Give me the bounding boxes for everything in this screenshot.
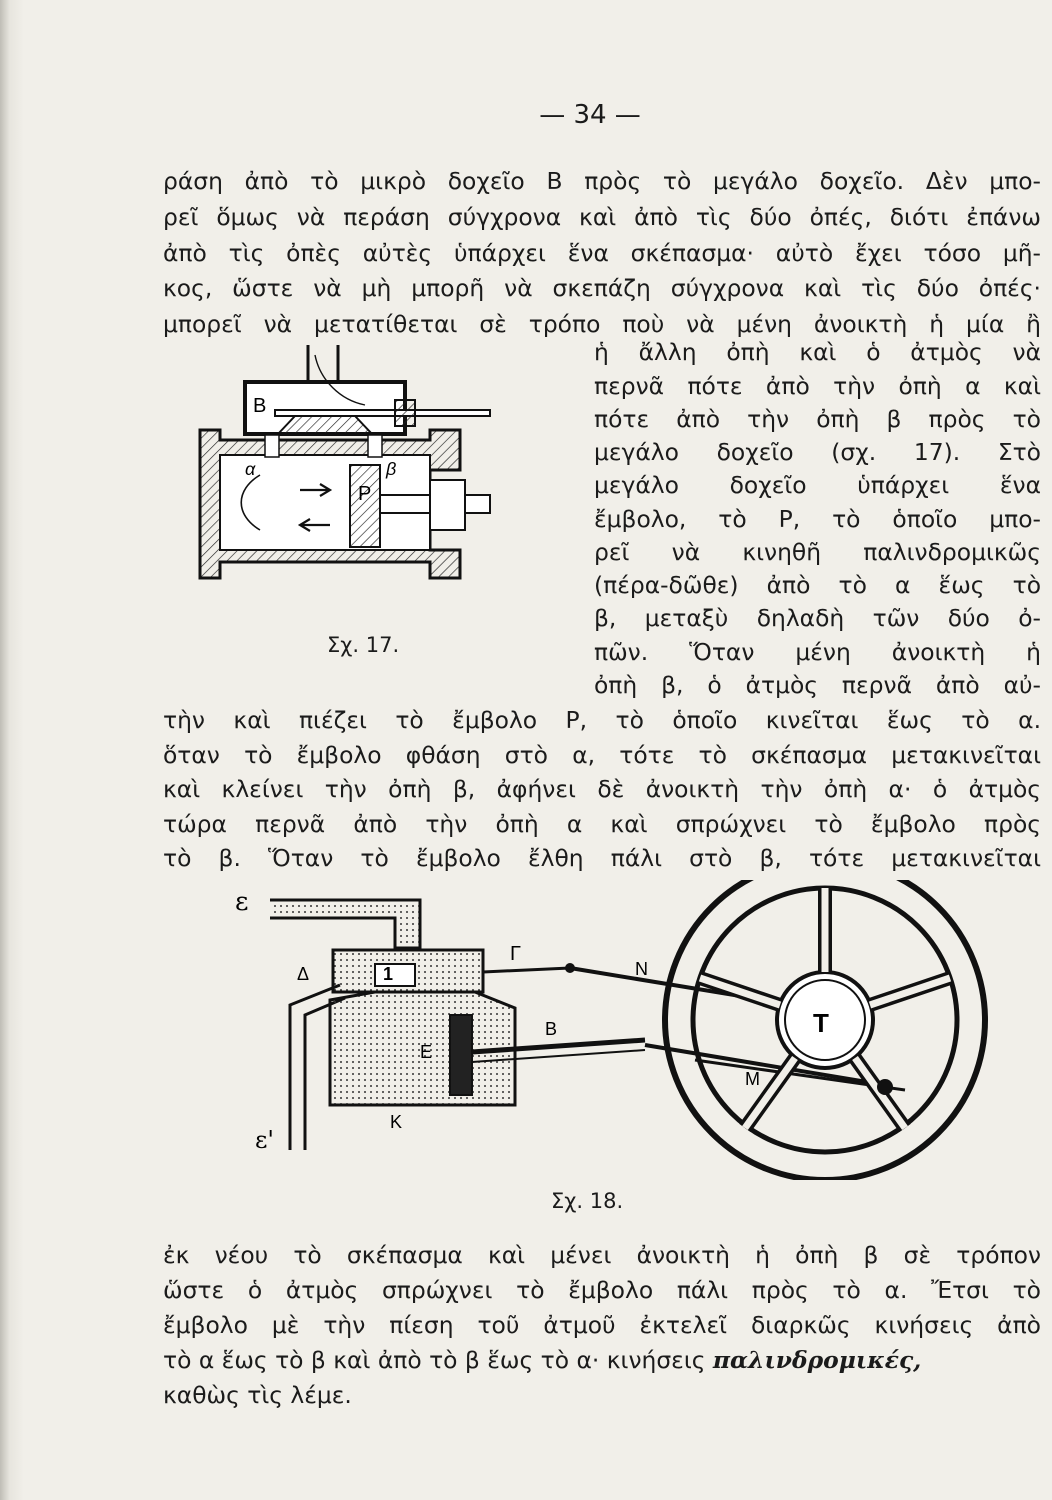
figure-18-caption: Σχ. 18. bbox=[551, 1189, 624, 1213]
text-line: τὴν καὶ πιέζει τὸ ἔμβολο Ρ, τὸ ὁποῖο κινεῖται ἕως τὸ α. bbox=[163, 706, 1041, 734]
text-line: ἐκ νέου τὸ σκέπασμα καὶ μένει ἀνοικτὴ ἡ ὀπὴ β σὲ τρόπον bbox=[163, 1241, 1041, 1269]
text-line: πῶν. Ὅταν μένη ἀνοικτὴ ἡ bbox=[594, 638, 1041, 666]
fig18-label-d: Δ bbox=[297, 964, 310, 984]
fig18-label-e: Ε bbox=[420, 1042, 433, 1062]
fig17-label-a: α bbox=[245, 459, 256, 479]
text-line: ἔμβολο μὲ τὴν πίεση τοῦ ἀτμοῦ ἐκτελεῖ διαρκῶς κινήσεις ἀπὸ bbox=[163, 1311, 1041, 1339]
text-line: ἔμβολο, τὸ Ρ, τὸ ὁποῖο μπο- bbox=[594, 505, 1041, 533]
text-line: μεγάλο δοχεῖο (σχ. 17). Στὸ bbox=[594, 438, 1041, 466]
fig18-label-g: Γ bbox=[510, 943, 522, 965]
text-line: ὀπὴ β, ὁ ἀτμὸς περνᾶ ἀπὸ αὐ- bbox=[594, 671, 1041, 699]
text-line: πότε ἀπὸ τὴν ὀπὴ β πρὸς τὸ bbox=[594, 405, 1041, 433]
fig18-label-t: Τ bbox=[813, 1008, 829, 1038]
figure-17-caption: Σχ. 17. bbox=[327, 633, 400, 657]
text-line-with-emphasis bbox=[163, 1342, 1041, 1378]
text-line: ὥστε ὁ ἀτμὸς σπρώχνει τὸ ἔμβολο πάλι πρὸς τὸ α. Ἔτσι τὸ bbox=[163, 1276, 1041, 1304]
text-line: ἡ ἄλλη ὀπὴ καὶ ὁ ἀτμὸς νὰ bbox=[594, 338, 1041, 366]
fig18-label-m: Μ bbox=[745, 1069, 760, 1089]
fig17-label-p: P bbox=[358, 483, 372, 505]
text-line: β, μεταξὺ δηλαδὴ τῶν δύο ὀ- bbox=[594, 604, 1041, 632]
figure-18 bbox=[225, 880, 1025, 1180]
emphasis-word: παλινδρομικές, bbox=[712, 1346, 922, 1374]
page-number: — 34 — bbox=[539, 100, 641, 130]
text-line: μεγάλο δοχεῖο ὑπάρχει ἕνα bbox=[594, 471, 1041, 499]
fig18-label-n: Ν bbox=[635, 959, 648, 979]
text-line: περνᾶ πότε ἀπὸ τὴν ὀπὴ α καὶ bbox=[594, 372, 1041, 400]
text-line: κος, ὥστε νὰ μὴ μπορῆ νὰ σκεπάζη σύγχρονα καὶ τὶς δύο ὀπές· bbox=[163, 274, 1041, 302]
text-line: ὅταν τὸ ἔμβολο φθάση στὸ α, τότε τὸ σκέπασμα μετακινεῖται bbox=[163, 741, 1041, 769]
figure-17 bbox=[190, 340, 500, 590]
text-line: ἀπὸ τὶς ὀπὲς αὐτὲς ὑπάρχει ἕνα σκέπασμα· αὐτὸ ἔχει τόσο μῆ- bbox=[163, 239, 1041, 267]
text-line: μπορεῖ νὰ μετατίθεται σὲ τρόπο ποὺ νὰ μένη ἀνοικτὴ ἡ μία ἢ bbox=[163, 310, 1041, 338]
text-span: τὸ α ἕως τὸ β καὶ ἀπὸ τὸ β ἕως τὸ α· κινήσεις bbox=[163, 1346, 713, 1374]
fig18-label-1: 1 bbox=[383, 964, 394, 984]
fig17-label-b: β bbox=[386, 459, 397, 479]
text-line: τώρα περνᾶ ἀπὸ τὴν ὀπὴ α καὶ σπρώχνει τὸ ἔμβολο πρὸς bbox=[163, 810, 1041, 838]
text-line: καὶ κλείνει τὴν ὀπὴ β, ἀφήνει δὲ ἀνοικτὴ τὴν ὀπὴ α· ὁ ἀτμὸς bbox=[163, 775, 1041, 803]
text-line: ρεῖ νὰ κινηθῆ παλινδρομικῶς bbox=[594, 538, 1041, 566]
text-line: ρεῖ ὅμως νὰ περάση σύγχρονα καὶ ἀπὸ τὶς δύο ὀπές, διότι ἐπάνω bbox=[163, 203, 1041, 231]
fig18-label-e-bottom: ε' bbox=[255, 1126, 275, 1154]
fig18-label-k: Κ bbox=[390, 1112, 403, 1132]
text-line: καθὼς τὶς λέμε. bbox=[163, 1381, 352, 1409]
text-line: τὸ β. Ὅταν τὸ ἔμβολο ἔλθη πάλι στὸ β, τότε μετακινεῖται bbox=[163, 844, 1041, 872]
text-line: (πέρα-δῶθε) ἀπὸ τὸ α ἕως τὸ bbox=[594, 571, 1041, 599]
text-line: ράση ἀπὸ τὸ μικρὸ δοχεῖο Β πρὸς τὸ μεγάλο δοχεῖο. Δὲν μπο- bbox=[163, 167, 1041, 195]
page-edge bbox=[0, 0, 24, 1500]
fig17-label-b-box: Β bbox=[253, 395, 267, 417]
fig18-label-e-top: ε bbox=[235, 887, 249, 917]
fig18-label-b: Β bbox=[545, 1019, 558, 1039]
